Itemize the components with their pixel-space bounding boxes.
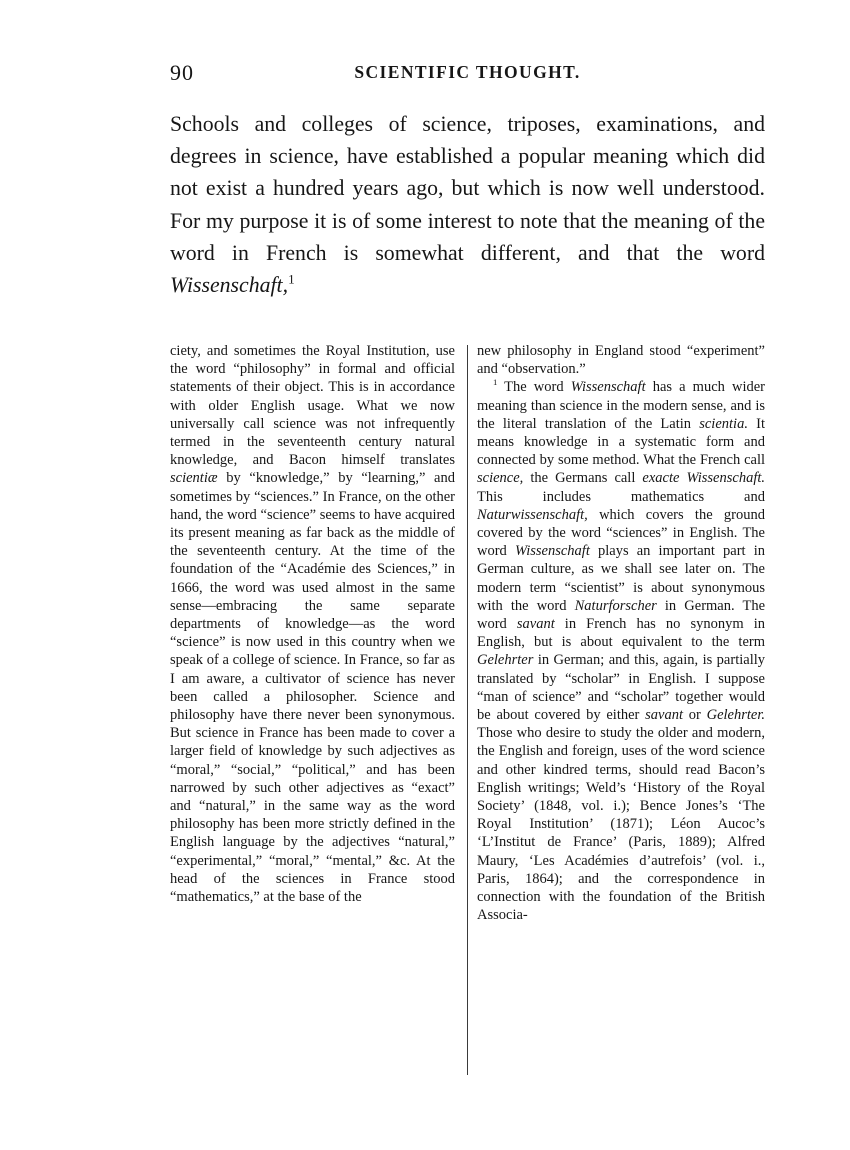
italic-term: savant	[516, 616, 555, 633]
italic-term: Gelehrter	[477, 652, 534, 669]
italic-term: Gelehrter.	[706, 707, 765, 724]
footnote-continuation-right: new philosophy in England stood “experiment” and “observation.”	[477, 343, 765, 378]
italic-term: Wissenschaft	[570, 379, 646, 396]
text-run: plays an important part in German culture, as we shall see later on. The modern term “scientist” is about synonymous with the word	[477, 543, 765, 614]
text-run: or	[682, 707, 707, 724]
italic-term: exacte Wissenschaft.	[642, 470, 765, 487]
column-divider	[467, 345, 468, 1075]
text-run: Those who desire to study the older and modern, the English and foreign, uses of the word science and other kindred terms, should read Bacon’s English writings; Weld’s ‘History of the Royal Society’ (1848, vol. i.); Bence Jones’s ‘The Royal Institution’ (1871); Léon Aucoc’s ‘L’Institut de France’ (Paris, 1889); Alfred Maury, ‘Les Académies d’autrefois’ (vol. i., Paris, 1864); and the correspondence in connection with the foundation of the British Associa-	[477, 725, 765, 924]
italic-term: Naturforscher	[574, 597, 657, 614]
italic-term: Naturwissenschaft,	[477, 506, 588, 523]
text-run: has a much wider meaning than science in the modern sense, and is the literal translation of the Latin	[477, 379, 765, 432]
text-run: which covers the ground covered by the word “sciences” in English. The word	[477, 506, 765, 560]
text-run: This includes mathematics and	[477, 488, 765, 505]
page-header	[170, 60, 765, 90]
main-text-body: Schools and colleges of science, triposes, examinations, and degrees in science, have established a popular meaning which did not exist a hundred years ago, but which is now well understood. For my purpose it is of some interest to note that the meaning of the word in French is somewhat different, and that the word	[170, 112, 765, 265]
italic-term: science,	[477, 470, 524, 487]
italic-term: savant	[645, 707, 683, 724]
text-run: ciety, and sometimes the Royal Institution, use the word “philosophy” in formal and official statements of their object. This is in accordance with older English usage. What we now universally call science was not infrequently termed in the seventeenth century natural knowledge, and Bacon himself translates	[170, 343, 455, 469]
text-run: by “knowledge,” by “learning,” and sometimes by “sciences.” In France, on the other hand, the word “science” seems to have acquired its present meaning as far back as the middle of the seventeenth century. At the time of the foundation of the “Académie des Sciences,” in 1666, the word was used almost in the same sense—embracing the same separate departments of knowledge—as the word “science” is now used in this country when we speak of a college of science. In France, so far as I am aware, a cultivator of science has never been called a philosopher. Science and philosophy have there never been synonymous. But science in France has been made to cover a larger field of knowledge by such adjectives as “moral,” “social,” “political,” and has been narrowed by such other adjectives as “exact” and “natural,” in the same way as the word philosophy has been more strictly defined in the English language by the adjectives “natural,” “experimental,” “moral,” “mental,” &c. At the head of the sciences in France stood “mathematics,” at the base of the	[170, 470, 455, 906]
main-italic-term: Wissenschaft,	[170, 273, 289, 298]
text-run: It means knowledge in a systematic form and connected by some method. What the French call	[477, 415, 765, 469]
footnote-marker: 1	[493, 377, 498, 388]
text-run: The word	[497, 379, 571, 396]
italic-term: scientiæ	[170, 470, 218, 487]
running-head: SCIENTIFIC THOUGHT.	[354, 62, 581, 82]
footnote-1	[477, 378, 765, 924]
italic-term: scientia.	[699, 415, 748, 432]
text-run: in German; and this, again, is partially translated by “scholar” in English. I suppose “man of science” and “scholar” together would be about covered by either	[477, 652, 765, 724]
page-number: 90	[170, 60, 194, 85]
text-run: in French has no synonym in English, but is about equivalent to the term	[477, 616, 765, 651]
italic-term: Wissenschaft	[514, 543, 590, 560]
text-run: in German. The word	[477, 597, 766, 633]
main-paragraph	[170, 108, 765, 301]
text-run: the Germans call	[523, 470, 643, 487]
footnote-column-left	[170, 342, 455, 906]
footnote-reference: 1	[288, 271, 295, 287]
footnote-continuation-left	[170, 342, 455, 906]
footnote-column-right	[477, 342, 765, 925]
